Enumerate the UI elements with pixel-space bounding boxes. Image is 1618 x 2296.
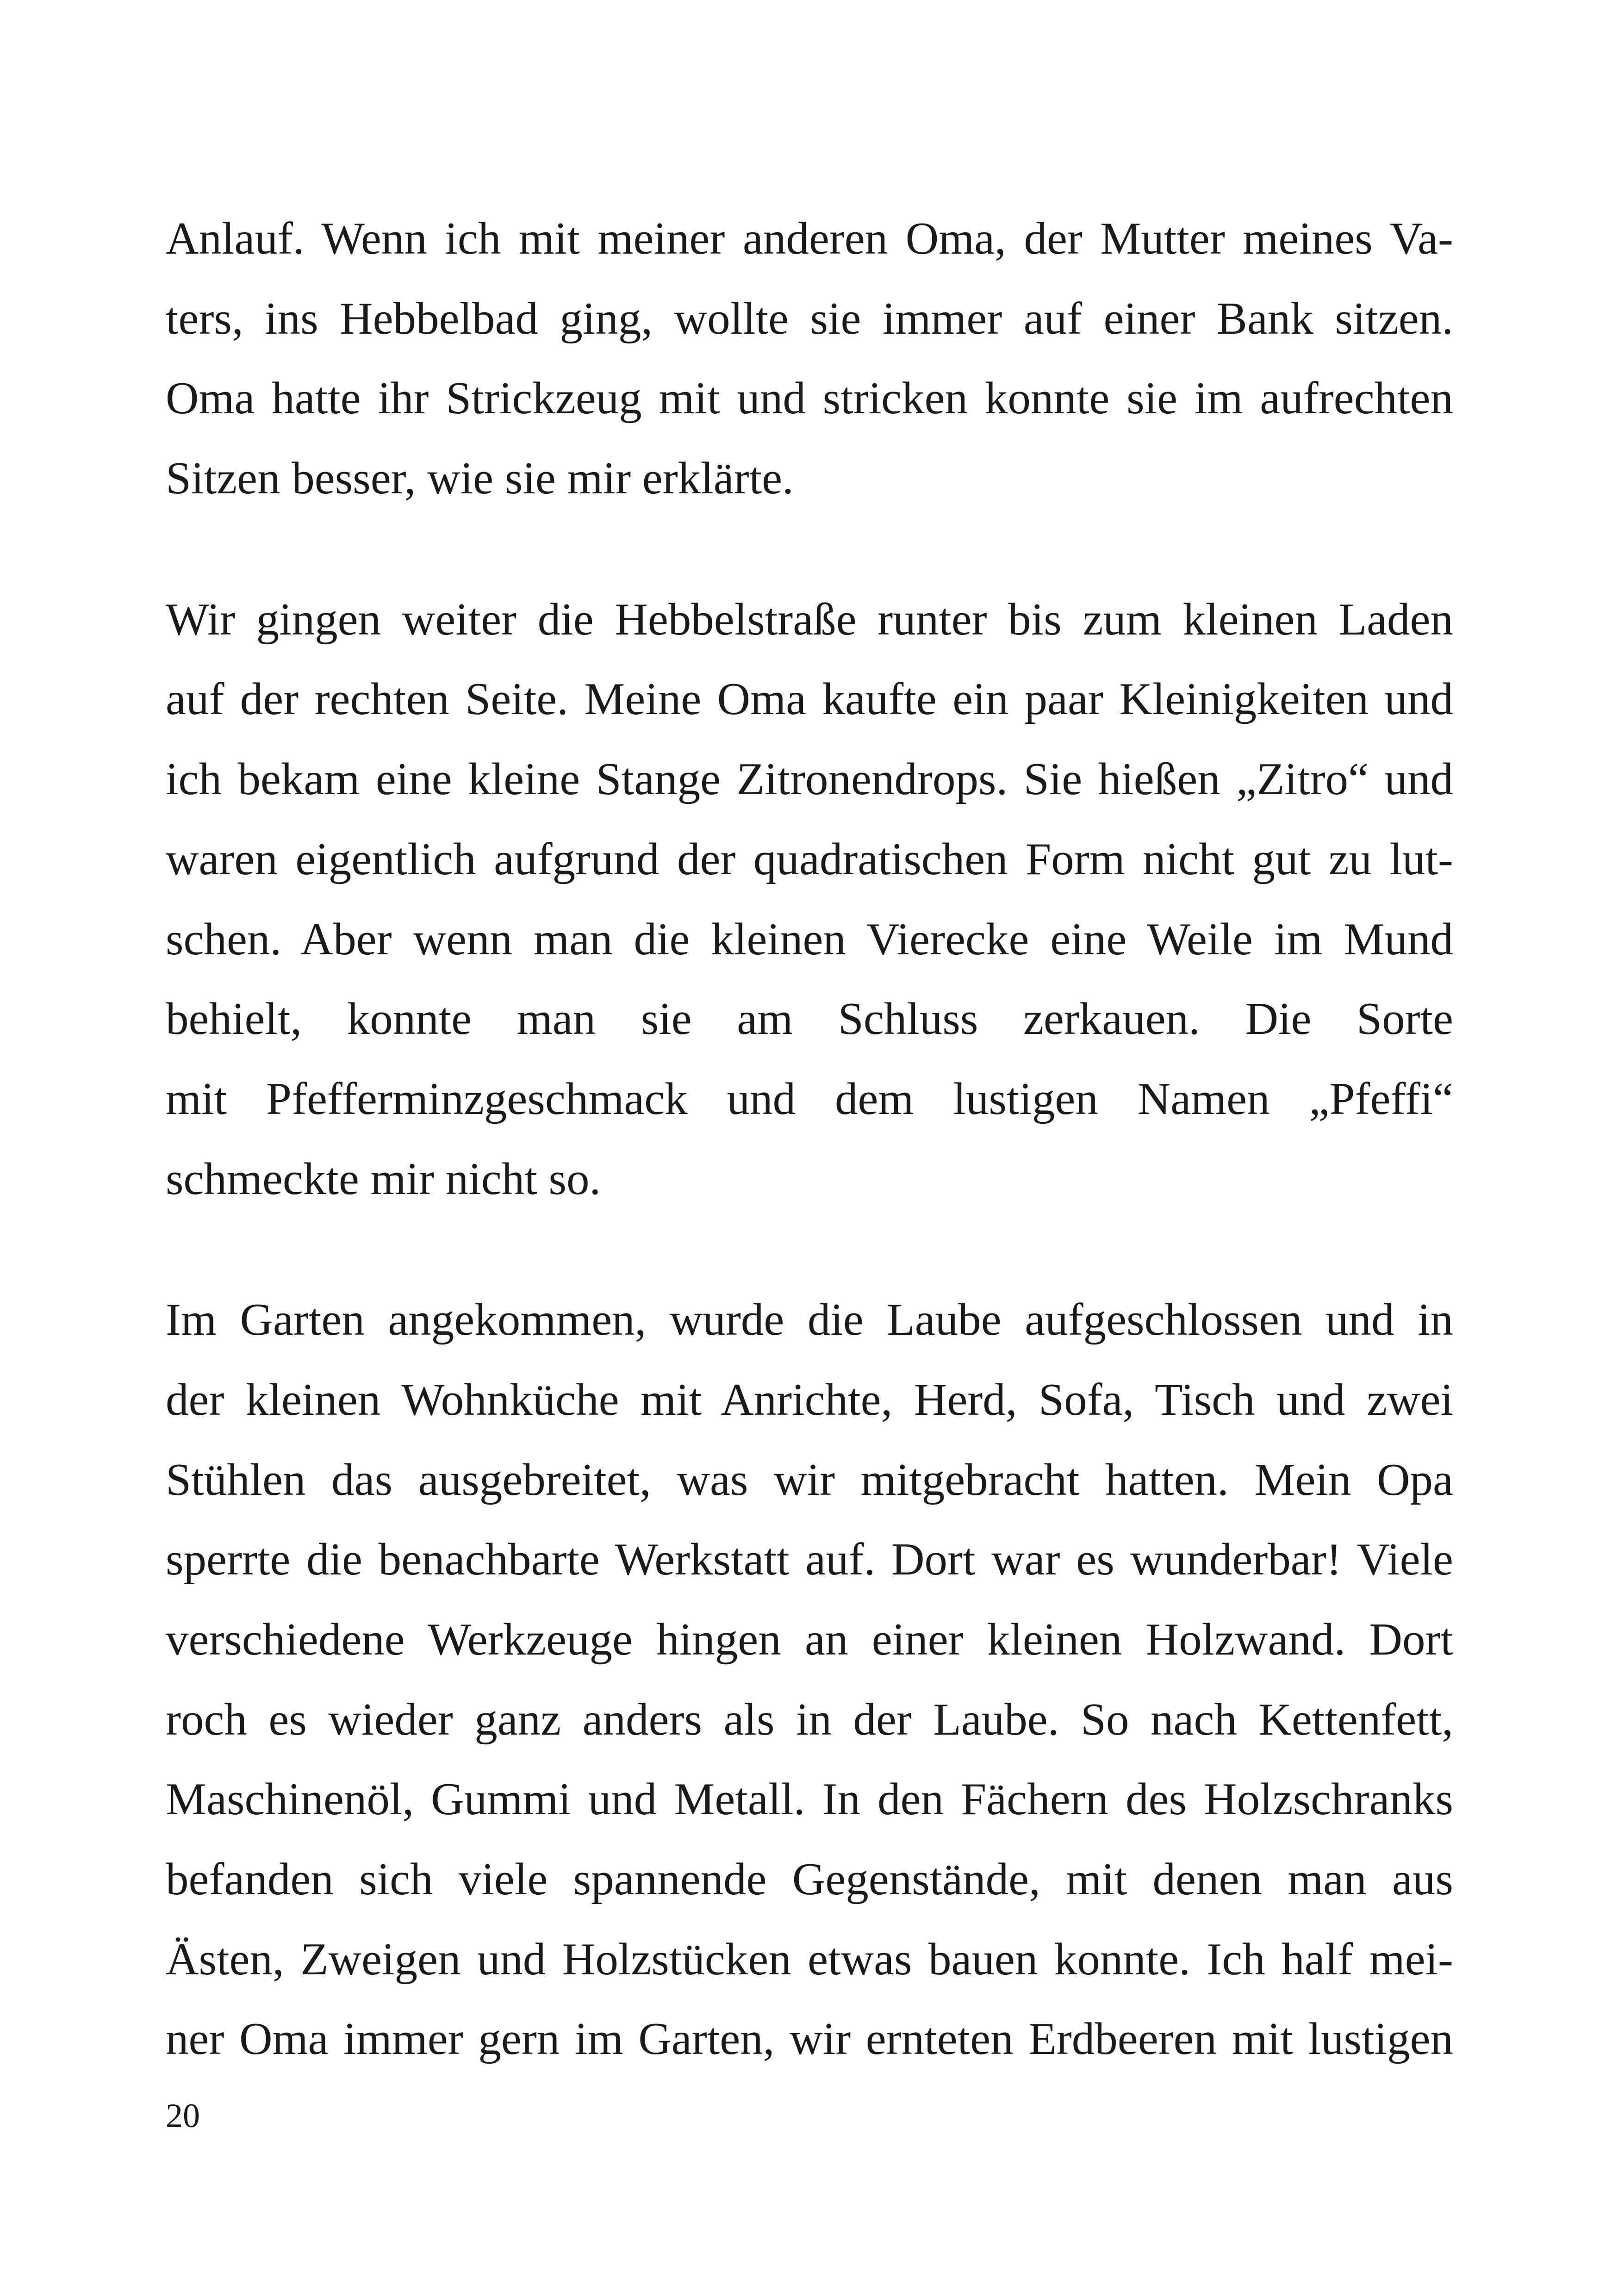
text-line: schen. Aber wenn man die kleinen Vierecke eine Weile im Mund xyxy=(166,914,1453,964)
paragraph-1 xyxy=(166,199,1453,519)
paragraph-spacer xyxy=(166,519,1453,580)
text-line: roch es wieder ganz anders als in der Laube. So nach Kettenfett, xyxy=(166,1694,1453,1745)
text-line: waren eigentlich aufgrund der quadratischen Form nicht gut zu lut- xyxy=(166,834,1453,884)
page-number: 20 xyxy=(166,2097,200,2135)
text-line: Stühlen das ausgebreitet, was wir mitgebracht hatten. Mein Opa xyxy=(166,1454,1453,1505)
text-line: Ästen, Zweigen und Holzstücken etwas bauen konnte. Ich half mei- xyxy=(166,1934,1453,1985)
text-line: Sitzen besser, wie sie mir erklärte. xyxy=(166,453,794,504)
text-line: Oma hatte ihr Strickzeug mit und stricken konnte sie im aufrechten xyxy=(166,373,1453,424)
text-line: Maschinenöl, Gummi und Metall. In den Fächern des Holzschranks xyxy=(166,1774,1453,1825)
text-line: befanden sich viele spannende Gegenstände, mit denen man aus xyxy=(166,1854,1453,1905)
text-line: ich bekam eine kleine Stange Zitronendrops. Sie hießen „Zitro“ und xyxy=(166,754,1453,805)
paragraph-spacer xyxy=(166,1219,1453,1280)
text-line: ner Oma immer gern im Garten, wir ernteten Erdbeeren mit lustigen xyxy=(166,2014,1453,2065)
text-line: der kleinen Wohnküche mit Anrichte, Herd, Sofa, Tisch und zwei xyxy=(166,1374,1453,1425)
paragraph-2 xyxy=(166,580,1453,1220)
text-line: behielt, konnte man sie am Schluss zerkauen. Die Sorte xyxy=(166,994,1453,1045)
body-text xyxy=(166,199,1453,2079)
text-line: mit Pfefferminzgeschmack und dem lustigen Namen „Pfeffi“ xyxy=(166,1073,1453,1124)
text-line: schmeckte mir nicht so. xyxy=(166,1153,601,1204)
paragraph-3 xyxy=(166,1280,1453,2079)
text-line: Im Garten angekommen, wurde die Laube aufgeschlossen und in xyxy=(166,1294,1453,1345)
text-line: auf der rechten Seite. Meine Oma kaufte ein paar Kleinigkeiten und xyxy=(166,674,1453,725)
text-line: sperrte die benachbarte Werkstatt auf. Dort war es wunderbar! Viele xyxy=(166,1534,1453,1585)
text-line: ters, ins Hebbelbad ging, wollte sie immer auf einer Bank sitzen. xyxy=(166,293,1453,344)
text-line: Anlauf. Wenn ich mit meiner anderen Oma, der Mutter meines Va- xyxy=(166,213,1453,264)
text-line: Wir gingen weiter die Hebbelstraße runter bis zum kleinen Laden xyxy=(166,594,1453,645)
text-line: verschiedene Werkzeuge hingen an einer kleinen Holzwand. Dort xyxy=(166,1614,1453,1665)
